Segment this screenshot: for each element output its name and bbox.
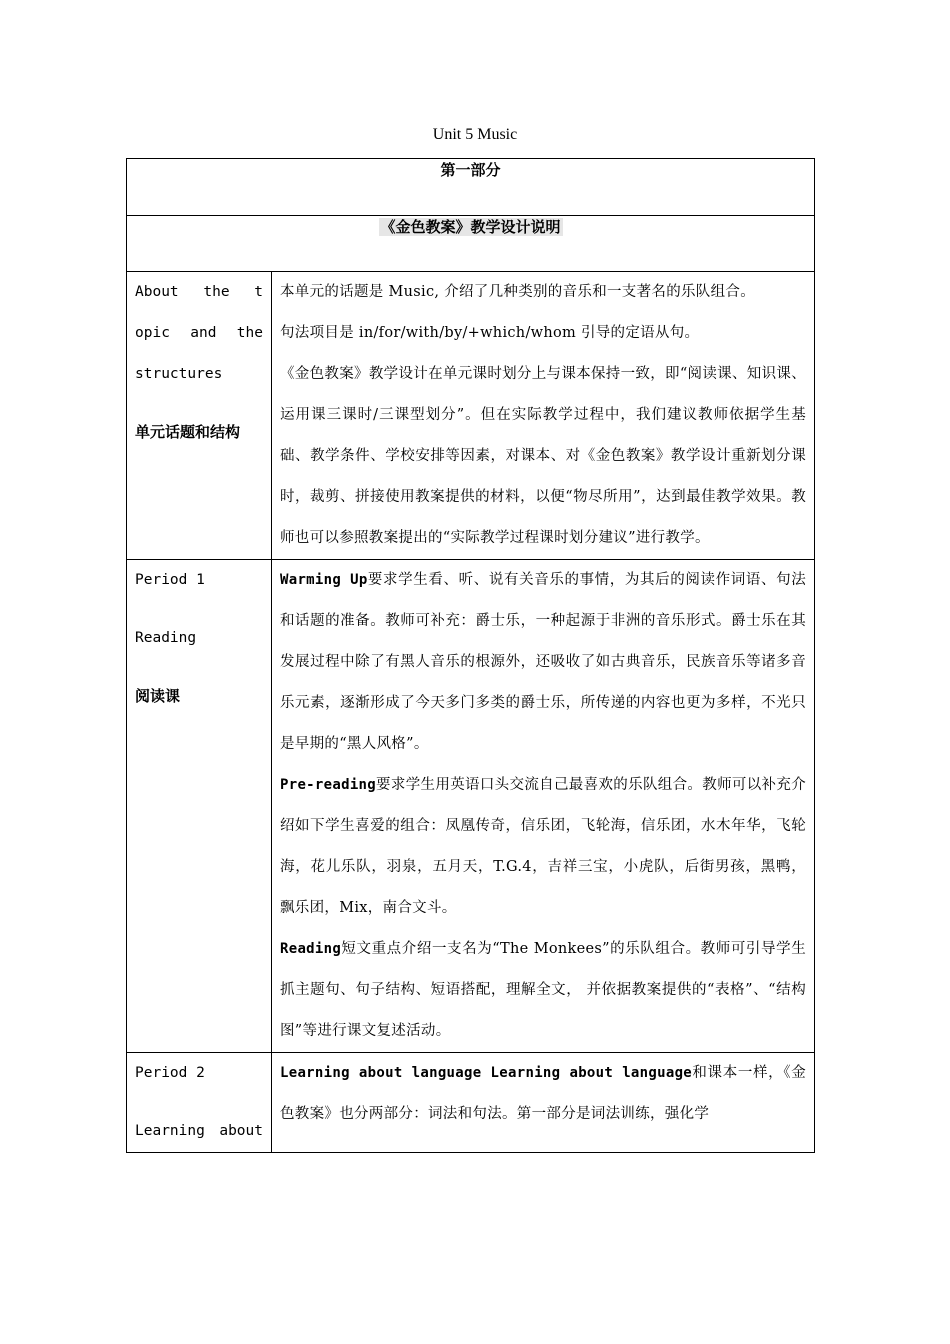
row-content-cell (272, 1053, 815, 1153)
paragraph-text: 要求学生用英语口头交流自己最喜欢的乐队组合。教师可以补充介绍如下学生喜爱的组合：凤凰传奇，信乐团，飞轮海，信乐团，水木年华，飞轮海，花儿乐队，羽泉，五月天，T.G.4，吉祥三宝，小虎队，后街男孩，黑鸭，飘乐团，Mix，南合文斗。 (280, 777, 807, 916)
paragraph (280, 560, 806, 765)
section-title: 第一部分 (127, 159, 815, 216)
paragraph-lead: Learning about language Learning about language (280, 1065, 693, 1081)
label-cn: 阅读课 (135, 687, 181, 705)
subtitle: 《金色教案》教学设计说明 (380, 218, 561, 236)
row-content-cell (272, 560, 815, 1053)
label-line: structures (135, 366, 223, 382)
label-line: Learning about (135, 1123, 263, 1139)
table-row-topic (127, 272, 815, 560)
paragraph-text: 要求学生看、听、说有关音乐的事情，为其后的阅读作词语、句法和话题的准备。教师可补充：爵士乐，一种起源于非洲的音乐形式。爵士乐在其发展过程中除了有黑人音乐的根源外，还吸收了如古典音乐，民族音乐等诸多音乐元素，逐渐形成了今天多门多类的爵士乐，所传递的内容也更为多样，不光只是早期的“黑人风格”。 (280, 572, 807, 752)
paragraph: 本单元的话题是 Music, 介绍了几种类别的音乐和一支著名的乐队组合。 (280, 284, 756, 300)
row-label-cell (127, 560, 272, 1053)
paragraph-lead: Warming Up (280, 572, 368, 588)
row-label-cell (127, 272, 272, 560)
label-cn: 单元话题和结构 (135, 423, 241, 441)
label-line: Reading (135, 630, 197, 646)
paragraph-text: 和课本一样，《金色教案》也分两部分：词法和句法。第一部分是词法训练，强化学 (280, 1065, 807, 1122)
table-row-period-1 (127, 560, 815, 1053)
label-line: opic and the (135, 325, 263, 341)
paragraph-text: 短文重点介绍一支名为“The Monkees”的乐队组合。教师可引导学生抓主题句、句子结构、短语搭配，理解全文， 并依据教案提供的“表格”、“结构图”等进行课文复述活动。 (280, 941, 807, 1039)
paragraph (280, 765, 806, 929)
label-line: About the t (135, 284, 263, 300)
subtitle-cell (127, 216, 815, 272)
row-label-cell (127, 1053, 272, 1153)
section-header-row (127, 159, 815, 216)
label-line: Period 2 (135, 1065, 205, 1081)
paragraph: 《金色教案》教学设计在单元课时划分上与课本保持一致，即“阅读课、知识课、运用课三课时/三课型划分”。但在实际教学过程中，我们建议教师依据学生基础、教学条件、学校安排等因素，对课本、对《金色教案》教学设计重新划分课时，裁剪、拼接使用教案提供的材料，以便“物尽所用”，达到最佳教学效果。教师也可以参照教案提出的“实际教学过程课时划分建议”进行教学。 (280, 366, 807, 546)
paragraph (280, 929, 806, 1052)
lesson-plan-table (126, 158, 815, 1153)
row-content-cell (272, 272, 815, 560)
label-line: Period 1 (135, 572, 205, 588)
paragraph: 句法项目是 in/for/with/by/+which/whom 引导的定语从句。 (280, 325, 700, 341)
paragraph-lead: Reading (280, 941, 342, 957)
paragraph-lead: Pre-reading (280, 777, 377, 793)
paragraph (280, 1053, 806, 1135)
table-row-period-2 (127, 1053, 815, 1153)
subtitle-row (127, 216, 815, 272)
document-title: Unit 5 Music (432, 126, 518, 143)
